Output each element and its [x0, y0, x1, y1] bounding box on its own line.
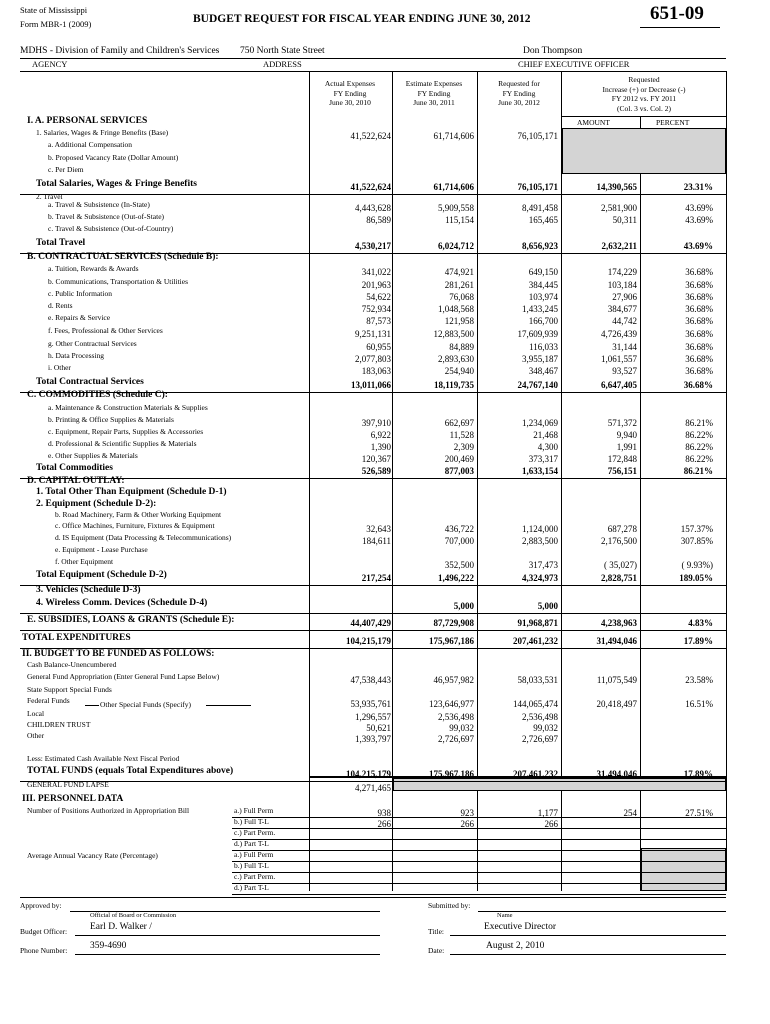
row-value: 27,906 — [612, 292, 637, 302]
row-value: 44,407,429 — [350, 618, 391, 628]
row-value: 16.51% — [685, 699, 713, 709]
row-value: 44,742 — [612, 316, 637, 326]
column-header-line: June 30, 2012 — [498, 98, 540, 107]
row-value: 1,991 — [616, 442, 637, 452]
row-label: State Support Special Funds — [27, 685, 112, 694]
row-value: 571,372 — [607, 418, 637, 428]
row-value: ( 35,027) — [604, 560, 637, 570]
row-value: 31,144 — [612, 342, 637, 352]
row-value: 61,714,606 — [433, 182, 474, 192]
row-value: 352,500 — [444, 560, 474, 570]
row-rule — [232, 817, 726, 818]
row-rule — [20, 478, 726, 479]
row-value: 86.22% — [685, 454, 713, 464]
row-value: 1,393,797 — [355, 734, 391, 744]
row-label: a. Travel & Subsistence (In-State) — [48, 200, 150, 209]
row-value: 5,000 — [537, 601, 558, 611]
row-value: 2,176,500 — [601, 536, 637, 546]
grid-line — [561, 116, 726, 117]
row-value: 662,697 — [444, 418, 474, 428]
row-label: Less: Estimated Cash Available Next Fiscal Period — [27, 754, 180, 763]
row-value: 53,935,761 — [350, 699, 391, 709]
personnel-label: b.) Full T-L — [234, 817, 269, 826]
row-label: b. Printing & Office Supplies & Materials — [48, 415, 174, 424]
name-caption: Name — [497, 912, 513, 919]
row-value: 43.69% — [685, 203, 713, 213]
signature-line — [75, 935, 380, 936]
row-value: 384,677 — [607, 304, 637, 314]
row-value: 14,390,565 — [596, 182, 637, 192]
signature-line — [478, 911, 726, 912]
row-value: 175,967,186 — [429, 769, 474, 779]
row-value: 207,461,232 — [513, 769, 558, 779]
personnel-value: 27.51% — [685, 808, 713, 818]
row-label: 2. Travel — [36, 192, 63, 201]
row-value: 317,473 — [528, 560, 558, 570]
row-value: 104,215,179 — [346, 769, 391, 779]
row-value: 6,024,712 — [438, 241, 474, 251]
row-value: 307.85% — [680, 536, 713, 546]
row-rule — [232, 872, 726, 873]
row-value: 175,967,186 — [429, 636, 474, 646]
title-label: Title: — [428, 927, 444, 936]
row-value: 4.83% — [688, 618, 713, 628]
row-label: e. Repairs & Service — [48, 313, 111, 322]
officer-caption: CHIEF EXECUTIVE OFFICER — [518, 59, 630, 69]
row-label: a. Maintenance & Construction Materials & Supplies — [48, 403, 208, 412]
other-special-funds-label: Other Special Funds (Specify) — [100, 700, 192, 709]
row-value: 397,910 — [361, 418, 391, 428]
column-header-line: Increase (+) or Decrease (-) — [602, 84, 686, 94]
row-rule — [232, 850, 726, 851]
row-value: 54,622 — [366, 292, 391, 302]
row-label: General Fund Appropriation (Enter General Fund Lapse Below) — [27, 672, 220, 681]
personnel-label: d.) Part T-L — [234, 883, 269, 892]
date-label: Date: — [428, 946, 445, 955]
personnel-label: c.) Part Perm. — [234, 828, 276, 837]
row-value: 104,215,179 — [346, 636, 391, 646]
row-label: e. Other Supplies & Materials — [48, 451, 138, 460]
row-value: 4,238,963 — [601, 618, 637, 628]
row-value: 31,494,046 — [596, 769, 637, 779]
row-value: 526,589 — [361, 466, 391, 476]
row-value: 8,656,923 — [522, 241, 558, 251]
row-value: 76,105,171 — [517, 182, 558, 192]
column-header-line: June 30, 2010 — [329, 98, 371, 107]
row-value: 86.21% — [683, 466, 713, 476]
row-label: Total Commodities — [36, 463, 113, 473]
personnel-value: 254 — [623, 808, 637, 818]
row-rule — [232, 861, 726, 862]
personnel-label: a.) Full Perm — [234, 806, 274, 815]
row-label: c. Travel & Subsistence (Out-of-Country) — [48, 224, 174, 233]
row-label: i. Other — [48, 363, 71, 372]
row-value: 1,124,000 — [522, 524, 558, 534]
row-value: 47,538,443 — [350, 675, 391, 685]
row-value: 756,151 — [607, 466, 637, 476]
row-value: 41,522,624 — [350, 131, 391, 141]
personnel-label: b.) Full T-L — [234, 861, 269, 870]
form-number: 651-09 — [650, 3, 704, 24]
row-value: 23.58% — [685, 675, 713, 685]
row-label: c. Equipment, Repair Parts, Supplies & Accessories — [48, 427, 204, 436]
row-value: 3,955,187 — [522, 354, 558, 364]
shaded-cell — [562, 128, 726, 174]
row-value: 24,767,140 — [517, 380, 558, 390]
column-header-line: Requested for — [498, 79, 540, 88]
shaded-cell — [641, 848, 726, 891]
row-value: 877,003 — [444, 466, 474, 476]
row-value: 61,714,606 — [433, 131, 474, 141]
row-value: 86.22% — [685, 442, 713, 452]
table-bottom-rule — [20, 897, 726, 898]
row-label: f. Other Equipment — [55, 557, 114, 566]
row-value: 86,589 — [366, 215, 391, 225]
row-value: 2,726,697 — [522, 734, 558, 744]
budget-officer-label: Budget Officer: — [20, 927, 68, 936]
row-label: h. Data Processing — [48, 351, 105, 360]
row-value: 99,032 — [533, 723, 558, 733]
row-label: Total Equipment (Schedule D-2) — [36, 570, 167, 580]
row-value: 84,889 — [449, 342, 474, 352]
row-rule — [232, 883, 726, 884]
column-header-line: FY Ending — [502, 88, 536, 98]
row-rule — [20, 194, 726, 195]
row-label: TOTAL FUNDS (equals Total Expenditures above) — [27, 766, 234, 776]
row-value: 91,968,871 — [517, 618, 558, 628]
row-value: 115,154 — [445, 215, 474, 225]
row-label: 1. Total Other Than Equipment (Schedule D-1) — [36, 487, 227, 497]
row-label: 2. Equipment (Schedule D-2): — [36, 499, 157, 509]
row-label: b. Road Machinery, Farm & Other Working Equipment — [55, 510, 222, 519]
personnel-value: 266 — [377, 819, 391, 829]
row-rule — [232, 894, 726, 895]
column-header-line: FY Ending — [333, 88, 367, 98]
row-label: f. Fees, Professional & Other Services — [48, 326, 163, 335]
row-value: 123,646,977 — [429, 699, 474, 709]
personnel-value: 1,177 — [537, 808, 558, 818]
row-value: 4,324,973 — [522, 573, 558, 583]
row-value: 36.68% — [685, 342, 713, 352]
row-value: 2,893,630 — [438, 354, 474, 364]
row-value: 687,278 — [607, 524, 637, 534]
submitted-by-label: Submitted by: — [428, 901, 471, 910]
row-value: 36.68% — [683, 380, 713, 390]
row-value: 207,461,232 — [513, 636, 558, 646]
row-value: 76,068 — [449, 292, 474, 302]
row-value: 8,491,458 — [522, 203, 558, 213]
column-header-line: Actual Expenses — [324, 79, 376, 88]
row-label: d. IS Equipment (Data Processing & Telecommunications) — [55, 533, 232, 542]
chief-officer-name: Don Thompson — [523, 46, 583, 56]
row-rule — [232, 839, 726, 840]
row-value: 1,433,245 — [522, 304, 558, 314]
row-value: 281,261 — [444, 280, 474, 290]
row-value: 43.69% — [685, 215, 713, 225]
row-value: 36.68% — [685, 292, 713, 302]
row-value: 436,722 — [444, 524, 474, 534]
row-value: 76,105,171 — [517, 131, 558, 141]
row-value: 4,530,217 — [355, 241, 391, 251]
personnel-value: 938 — [377, 808, 391, 818]
row-value: 1,633,154 — [522, 466, 558, 476]
header-rule-2 — [20, 71, 726, 72]
row-rule — [232, 828, 726, 829]
phone-number: 359-4690 — [90, 941, 127, 951]
state-label: State of Mississippi — [20, 5, 88, 15]
row-value: 86.22% — [685, 430, 713, 440]
row-value: 21,468 — [533, 430, 558, 440]
row-label: b. Proposed Vacancy Rate (Dollar Amount) — [48, 153, 179, 162]
row-value: 165,465 — [528, 215, 558, 225]
row-value: 11,075,549 — [596, 675, 637, 685]
row-value: 183,063 — [361, 366, 391, 376]
row-value: 649,150 — [528, 267, 558, 277]
column-header-line: Requested — [628, 75, 660, 84]
row-label: Local — [27, 709, 45, 718]
row-value: 17.89% — [683, 636, 713, 646]
row-value: 50,621 — [366, 723, 391, 733]
row-value: 121,958 — [444, 316, 474, 326]
row-value: 120,367 — [361, 454, 391, 464]
row-value: 4,271,465 — [355, 783, 391, 793]
row-label: Other — [27, 731, 45, 740]
row-value: 46,957,982 — [433, 675, 474, 685]
row-value: 58,033,531 — [517, 675, 558, 685]
address-caption: ADDRESS — [263, 59, 302, 69]
shaded-cell — [393, 778, 726, 791]
row-value: 157.37% — [680, 524, 713, 534]
personnel-label: c.) Part Perm. — [234, 872, 276, 881]
row-value: 341,022 — [361, 267, 391, 277]
row-value: 189.05% — [679, 573, 713, 583]
row-value: 1,048,568 — [438, 304, 474, 314]
agency-address: 750 North State Street — [240, 46, 325, 56]
row-value: 12,883,500 — [433, 329, 474, 339]
row-value: 2,883,500 — [522, 536, 558, 546]
row-value: 172,848 — [607, 454, 637, 464]
row-rule — [20, 630, 726, 631]
column-header-line: Estimate Expenses — [405, 79, 463, 88]
row-label: 1. Salaries, Wages & Fringe Benefits (Base) — [36, 128, 169, 137]
row-value: 43.69% — [683, 241, 713, 251]
form-number-underline — [640, 27, 720, 28]
row-value: 348,467 — [528, 366, 558, 376]
official-caption: Official of Board or Commission — [90, 912, 177, 919]
signature-line — [450, 954, 726, 955]
amount-header: AMOUNT — [577, 118, 610, 127]
row-value: 2,309 — [453, 442, 474, 452]
row-value: 36.68% — [685, 267, 713, 277]
row-value: 707,000 — [444, 536, 474, 546]
row-value: 1,496,222 — [438, 573, 474, 583]
signature-line — [75, 954, 380, 955]
row-label: Number of Positions Authorized in Appropriation Bill — [27, 806, 190, 815]
row-value: 31,494,046 — [596, 636, 637, 646]
row-value: 87,729,908 — [433, 618, 474, 628]
row-value: 36.68% — [685, 280, 713, 290]
row-value: 174,229 — [607, 267, 637, 277]
column-header-line: June 30, 2011 — [413, 98, 455, 107]
row-label: E. SUBSIDIES, LOANS & GRANTS (Schedule E): — [27, 615, 235, 625]
column-header-line: FY 2012 vs. FY 2011 — [611, 94, 677, 103]
row-value: 103,974 — [528, 292, 558, 302]
row-value: 6,647,405 — [601, 380, 637, 390]
row-value: 144,065,474 — [513, 699, 558, 709]
row-label: b. Travel & Subsistence (Out-of-State) — [48, 212, 165, 221]
row-value: 1,390 — [370, 442, 391, 452]
row-value: 1,061,557 — [601, 354, 637, 364]
budget-officer-name: Earl D. Walker / — [90, 922, 152, 932]
vacancy-label: Average Annual Vacancy Rate (Percentage) — [27, 851, 158, 860]
row-value: 93,527 — [612, 366, 637, 376]
row-value: 201,963 — [361, 280, 391, 290]
grid-line — [726, 71, 727, 891]
personnel-label: a.) Full Perm — [234, 850, 274, 859]
row-value: 184,611 — [362, 536, 391, 546]
row-value: 103,184 — [607, 280, 637, 290]
agency-name: MDHS - Division of Family and Children's Services — [20, 46, 220, 56]
row-label: Total Contractual Services — [36, 377, 144, 387]
personnel-label: d.) Part T-L — [234, 839, 269, 848]
row-value: 13,011,066 — [350, 380, 391, 390]
row-label: d. Professional & Scientific Supplies & Materials — [48, 439, 197, 448]
row-label: g. Other Contractual Services — [48, 339, 137, 348]
row-value: 2,581,900 — [601, 203, 637, 213]
row-label: B. CONTRACTUAL SERVICES (Schedule B): — [27, 252, 219, 262]
row-label: c. Per Diem — [48, 165, 84, 174]
row-value: 17.89% — [683, 769, 713, 779]
row-value: 36.68% — [685, 329, 713, 339]
row-label: 3. Vehicles (Schedule D-3) — [36, 585, 141, 595]
grid-line — [640, 116, 641, 891]
row-value: 254,940 — [444, 366, 474, 376]
row-label: d. Rents — [48, 301, 73, 310]
row-rule — [20, 781, 726, 782]
percent-header: PERCENT — [656, 118, 690, 127]
row-value: 384,445 — [528, 280, 558, 290]
row-value: 9,940 — [616, 430, 637, 440]
row-value: 2,828,751 — [601, 573, 637, 583]
row-label: I. A. PERSONAL SERVICES — [27, 116, 148, 126]
row-value: 99,032 — [449, 723, 474, 733]
row-value: 11,528 — [449, 430, 474, 440]
row-label: a. Additional Compensation — [48, 140, 132, 149]
row-value: 116,033 — [529, 342, 558, 352]
row-value: 1,296,557 — [355, 712, 391, 722]
row-value: 50,311 — [612, 215, 637, 225]
row-label: III. PERSONNEL DATA — [22, 794, 124, 804]
row-value: 17,609,939 — [517, 329, 558, 339]
row-value: 217,254 — [361, 573, 391, 583]
row-value: 373,317 — [528, 454, 558, 464]
row-value: 87,573 — [366, 316, 391, 326]
approved-by-label: Approved by: — [20, 901, 62, 910]
row-label: c. Public Information — [48, 289, 112, 298]
row-label: Cash Balance-Unencumbered — [27, 660, 117, 669]
row-value: 60,955 — [366, 342, 391, 352]
row-label: D. CAPITAL OUTLAY: — [27, 476, 125, 486]
column-header-line: (Col. 3 vs. Col. 2) — [617, 103, 671, 113]
form-label: Form MBR-1 (2009) — [20, 19, 92, 29]
page-title: BUDGET REQUEST FOR FISCAL YEAR ENDING JUNE 30, 2012 — [193, 13, 531, 25]
agency-caption: AGENCY — [32, 59, 68, 69]
row-value: 200,469 — [444, 454, 474, 464]
row-value: 166,700 — [528, 316, 558, 326]
row-label: TOTAL EXPENDITURES — [22, 633, 131, 643]
row-value: 1,234,069 — [522, 418, 558, 428]
row-value: 2,536,498 — [438, 712, 474, 722]
row-value: ( 9.93%) — [681, 560, 713, 570]
row-rule — [20, 613, 726, 614]
row-label: e. Equipment - Lease Purchase — [55, 545, 148, 554]
personnel-value: 266 — [460, 819, 474, 829]
row-value: 36.68% — [685, 316, 713, 326]
row-value: 9,251,131 — [355, 329, 391, 339]
row-value: 41,522,624 — [350, 182, 391, 192]
row-value: 6,922 — [370, 430, 391, 440]
row-value: 2,077,803 — [355, 354, 391, 364]
submitted-date: August 2, 2010 — [486, 941, 545, 951]
row-label: 4. Wireless Comm. Devices (Schedule D-4) — [36, 598, 208, 608]
row-label: Total Salaries, Wages & Fringe Benefits — [36, 179, 197, 189]
row-label: a. Tuition, Rewards & Awards — [48, 264, 139, 273]
signature-line — [450, 935, 726, 936]
column-header-line: FY Ending — [417, 88, 451, 98]
row-value: 2,632,211 — [601, 241, 637, 251]
row-value: 86.21% — [685, 418, 713, 428]
row-label: II. BUDGET TO BE FUNDED AS FOLLOWS: — [22, 649, 215, 659]
row-value: 2,726,697 — [438, 734, 474, 744]
row-label: b. Communications, Transportation & Utilities — [48, 277, 189, 286]
personnel-value: 266 — [544, 819, 558, 829]
row-value: 474,921 — [444, 267, 474, 277]
row-value: 20,418,497 — [596, 699, 637, 709]
row-value: 18,119,735 — [433, 380, 474, 390]
row-value: 23.31% — [683, 182, 713, 192]
personnel-value: 923 — [460, 808, 474, 818]
row-label: Total Travel — [36, 238, 86, 248]
row-value: 32,643 — [366, 524, 391, 534]
row-label: c. Office Machines, Furniture, Fixtures & Equipment — [55, 521, 215, 530]
row-value: 4,300 — [537, 442, 558, 452]
submitter-title: Executive Director — [484, 922, 557, 932]
row-value: 36.68% — [685, 304, 713, 314]
blank-line — [85, 705, 99, 706]
row-label: CHILDREN TRUST — [27, 720, 91, 729]
row-label: C. COMMODITIES (Schedule C): — [27, 390, 168, 400]
row-value: 5,000 — [453, 601, 474, 611]
row-value: 2,536,498 — [522, 712, 558, 722]
phone-label: Phone Number: — [20, 946, 68, 955]
row-value: 36.68% — [685, 354, 713, 364]
row-label: Federal Funds — [27, 696, 70, 705]
row-label: GENERAL FUND LAPSE — [27, 780, 109, 789]
row-value: 4,726,439 — [601, 329, 637, 339]
row-value: 752,934 — [361, 304, 391, 314]
row-value: 4,443,628 — [355, 203, 391, 213]
row-value: 36.68% — [685, 366, 713, 376]
blank-line — [206, 705, 251, 706]
row-value: 5,909,558 — [438, 203, 474, 213]
